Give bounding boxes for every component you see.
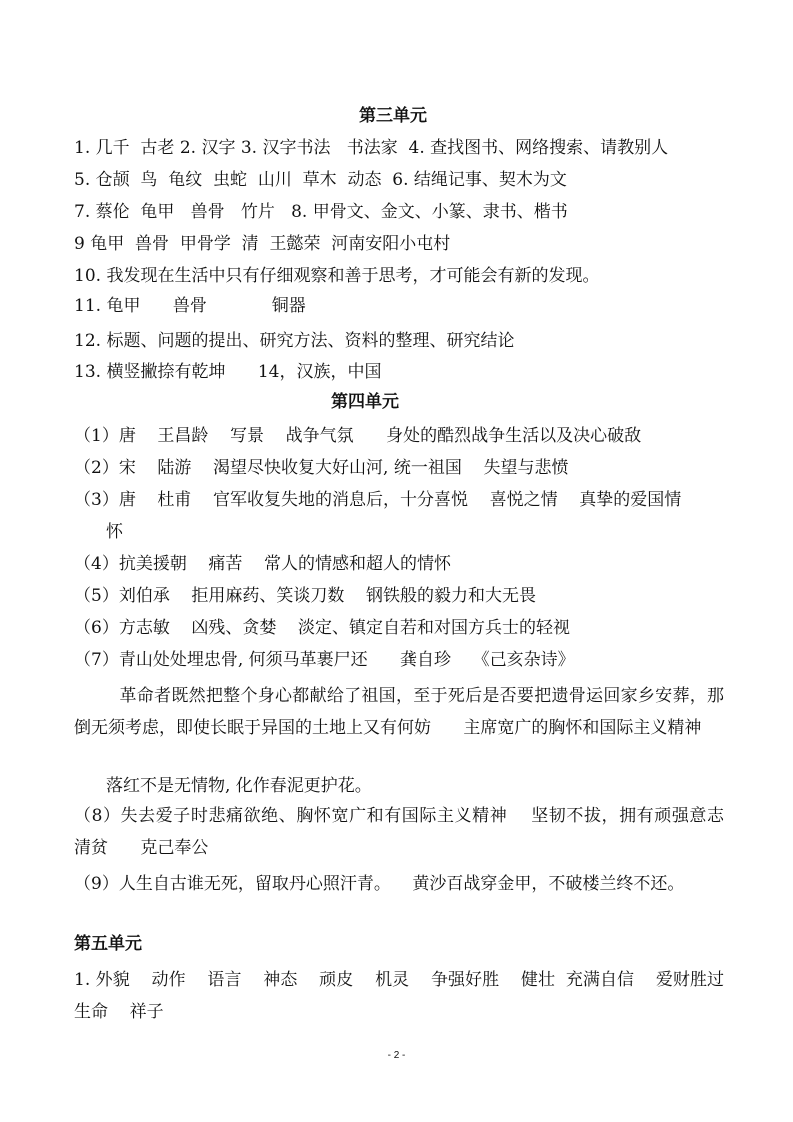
unit4-item-9: （9）人生自古谁无死，留取丹心照汗青。 黄沙百战穿金甲，不破楼兰终不还。	[74, 874, 685, 894]
unit4-item-3: （3）唐 杜甫 官军收复失地的消息后，十分喜悦 喜悦之情 真挚的爱国情	[74, 490, 682, 510]
unit3-line-1: 1. 几千 古老 2. 汉字 3. 汉字书法 书法家 4. 查找图书、网络搜索、请教别人	[74, 138, 669, 158]
unit4-poem-line: 落红不是无情物, 化作春泥更护花。	[106, 776, 372, 796]
unit3-line-7: 12. 标题、问题的提出、研究方法、资料的整理、研究结论	[74, 331, 515, 351]
unit4-item-8: （8）失去爱子时悲痛欲绝、胸怀宽广和有国际主义精神 坚韧不拔，拥有顽强意志 清贫 克己奉公	[74, 806, 757, 858]
unit4-title: 第四单元	[331, 392, 399, 412]
unit3-title: 第三单元	[359, 106, 427, 126]
unit3-line-8: 13. 横竖撇捺有乾坤 14，汉族，中国	[74, 362, 382, 382]
unit4-item-4: （4）抗美援朝 痛苦 常人的情感和超人的情怀	[74, 554, 452, 574]
unit3-line-2: 5. 仓颉 鸟 龟纹 虫蛇 山川 草木 动态 6. 结绳记事、契木为文	[74, 170, 567, 190]
page-number: - 2 -	[387, 1050, 406, 1061]
unit3-line-5: 10. 我发现在生活中只有仔细观察和善于思考，才可能会有新的发现。	[74, 266, 600, 286]
unit4-paragraph: 革命者既然把整个身心都献给了祖国，至于死后是否要把遗骨运回家乡安葬，那倒无须考虑，即使长眠于异国的土地上又有何妨 主席宽广的胸怀和国际主义精神	[74, 686, 725, 738]
unit3-line-3: 7. 蔡伦 龟甲 兽骨 竹片 8. 甲骨文、金文、小篆、隶书、楷书	[74, 202, 568, 222]
unit3-line-6: 11. 龟甲 兽骨 铜器	[74, 296, 306, 316]
unit4-item-7: （7）青山处处埋忠骨, 何须马革裹尸还 龚自珍 《己亥杂诗》	[74, 650, 575, 670]
unit4-item-5: （5）刘伯承 拒用麻药、笑谈刀数 钢铁般的毅力和大无畏	[74, 586, 537, 606]
unit4-item-6: （6）方志敏 凶残、贪婪 淡定、镇定自若和对国方兵士的轻视	[74, 618, 571, 638]
unit3-line-4: 9 龟甲 兽骨 甲骨学 清 王懿荣 河南安阳小屯村	[74, 234, 451, 254]
unit4-item-3-cont: 怀	[106, 522, 123, 542]
unit5-title: 第五单元	[74, 934, 142, 954]
unit4-item-2: （2）宋 陆游 渴望尽快收复大好山河, 统一祖国 失望与悲愤	[74, 458, 569, 478]
unit5-line-1: 1. 外貌 动作 语言 神态 顽皮 机灵 争强好胜 健壮 充满自信 爱财胜过生命 祥子	[74, 970, 724, 1022]
unit4-item-1: （1）唐 王昌龄 写景 战争气氛 身处的酷烈战争生活以及决心破敌	[74, 426, 642, 446]
